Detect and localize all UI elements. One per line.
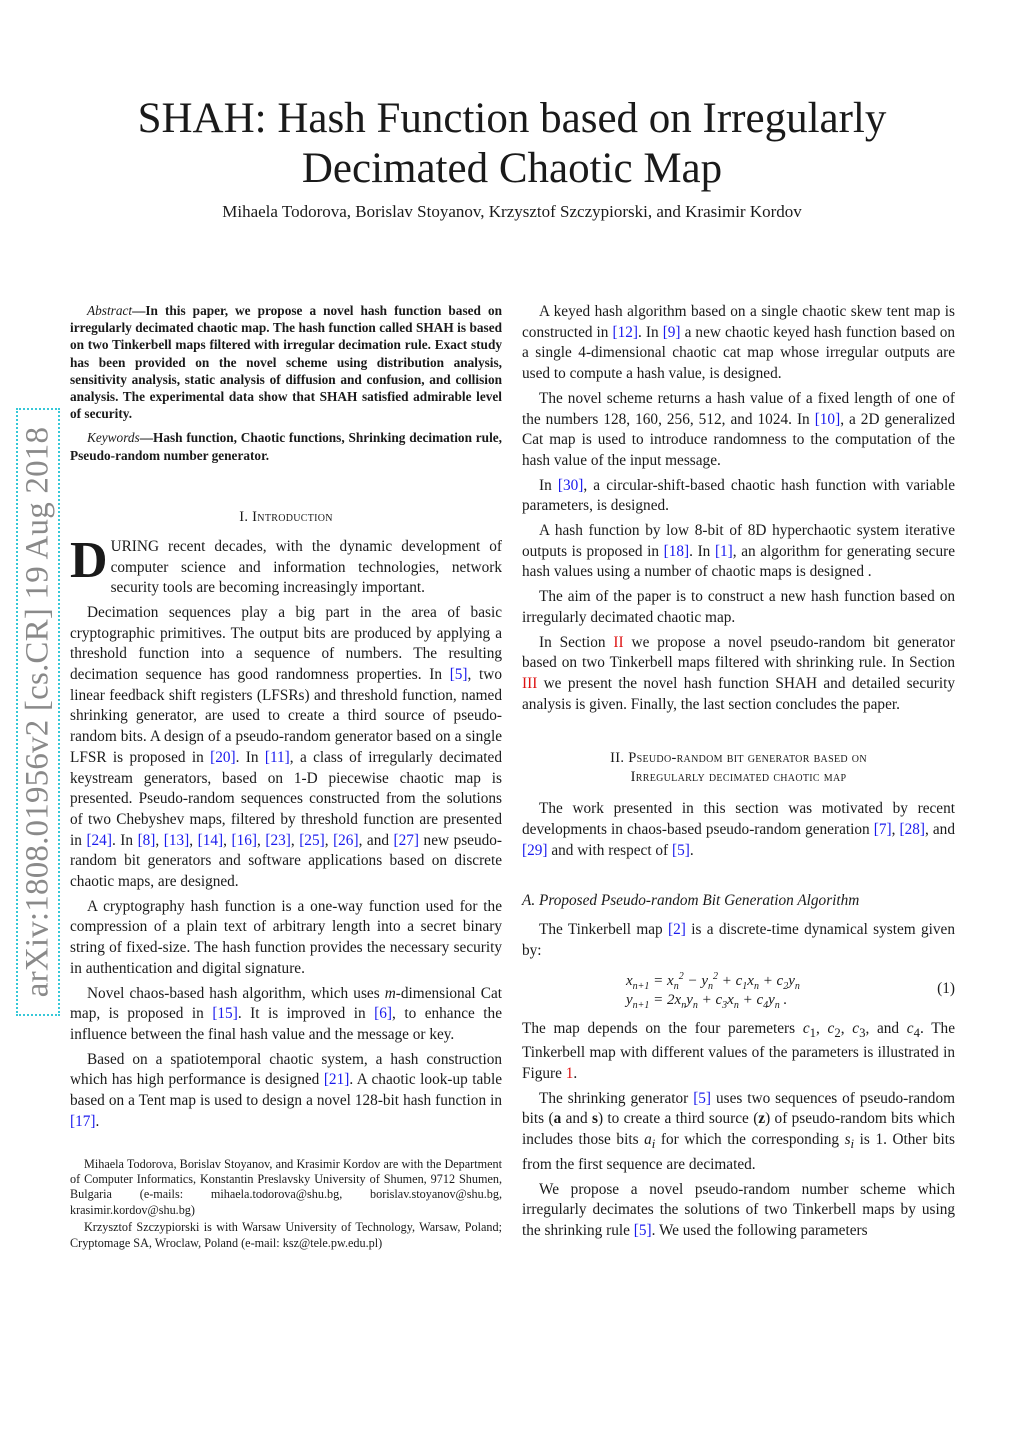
- paper-title: [112, 94, 912, 194]
- body-paragraph: The map depends on the four paremeters $c_1$, $c_2$, $c_3$, and $c_4$. The Tinkerbell map with different values of the parameters is illustrated in Figure 1.: [522, 1019, 955, 1083]
- abstract-label: Abstract: [87, 303, 133, 318]
- body-paragraph: The Tinkerbell map [2] is a discrete-time dynamical system given by:: [522, 921, 955, 959]
- body-paragraph: A keyed hash algorithm based on a single chaotic skew tent map is constructed in [12]. In [9] a new chaotic keyed hash function based on a single 4-dimensional chaotic cat map whose irregular outputs are used to compute a hash value, is designed.: [522, 303, 956, 383]
- citation-link[interactable]: [8]: [137, 831, 156, 849]
- subsection-heading: A. Proposed Pseudo-random Bit Generation Algorithm: [522, 892, 860, 910]
- citation-link[interactable]: [13]: [163, 831, 190, 849]
- body-paragraph: The aim of the paper is to construct a new hash function based on irregularly decimated chaotic map.: [522, 588, 955, 626]
- citation-link[interactable]: [28]: [899, 821, 925, 839]
- equation-line-y: $y_{n+1} = 2x_ny_n + c_3x_n + c_4y_n$ .: [626, 991, 788, 1011]
- title-line-1: SHAH: Hash Function based on Irregularly: [137, 95, 887, 142]
- abstract: [70, 302, 502, 422]
- citation-link[interactable]: [20]: [210, 748, 236, 766]
- citation-link[interactable]: [11]: [264, 748, 290, 766]
- citation-link[interactable]: [24]: [86, 831, 112, 849]
- body-paragraph: A hash function by low 8-bit of 8D hyperchaotic system iterative outputs is proposed in [18]. In [1], an algorithm for generating secure hash values using a number of chaotic maps is designed .: [522, 522, 955, 581]
- arxiv-side-stamp: [16, 408, 60, 1016]
- author-list: Mihaela Todorova, Borislav Stoyanov, Krzysztof Szczypiorski, and Krasimir Kordov: [222, 202, 802, 221]
- citation-link[interactable]: [15]: [212, 1005, 238, 1023]
- equation-number: (1): [937, 979, 955, 997]
- citation-link[interactable]: [29]: [522, 841, 548, 859]
- citation-link[interactable]: [17]: [70, 1112, 96, 1130]
- citation-link[interactable]: [25]: [299, 831, 325, 849]
- citation-link[interactable]: [14]: [197, 831, 224, 849]
- citation-link[interactable]: [9]: [662, 323, 681, 341]
- body-paragraph: We propose a novel pseudo-random number scheme which irregularly decimates the solutions of two Tinkerbell maps by using the shrinking rule [5]. We used the following parameters: [522, 1180, 955, 1239]
- citation-link[interactable]: [23]: [265, 831, 291, 849]
- citation-link[interactable]: [27]: [393, 831, 420, 849]
- citation-link[interactable]: [2]: [668, 921, 686, 939]
- section-heading-2: II. Pseudo-random bit generator based on Irregularly decimated chaotic map: [610, 750, 867, 786]
- citation-link[interactable]: [18]: [663, 542, 690, 560]
- body-paragraph: The shrinking generator [5] uses two sequences of pseudo-random bits (a and s) to create a third source (z) of pseudo-random bits which includes those bits $a_i$ for which the corresponding $s_i$ is 1. Other bits from the first sequence are decimated.: [522, 1089, 955, 1173]
- citation-link[interactable]: [6]: [374, 1005, 392, 1023]
- keywords-label: Keywords: [87, 430, 140, 446]
- footnote-affiliation-1: Mihaela Todorova, Borislav Stoyanov, and Krasimir Kordov are with the Department of Computer Informatics, Konstantin Preslavsky University of Shumen, 9712 Shumen, Bulgaria (e-mails: mihaela.todorova@shu.bg, borislav.stoyanov@shu.bg, krasimir.kordov@shu.bg): [70, 1156, 502, 1217]
- arxiv-id-label: arXiv:1808.01956v2 [cs.CR] 19 Aug 2018: [19, 426, 56, 998]
- keywords: [70, 429, 502, 463]
- citation-link[interactable]: [5]: [449, 666, 468, 684]
- section-link[interactable]: III: [522, 674, 538, 692]
- intro-paragraph-3: A cryptography hash function is a one-way function used for the compression of a plain text of arbitrary length into a secret binary string of fixed-size. The hash function provides the necessary security in authentication and digital signature.: [70, 897, 502, 977]
- body-paragraph: The work presented in this section was motivated by recent developments in chaos-based pseudo-random generation [7], [28], and [29] and with respect of [5].: [522, 800, 955, 859]
- citation-link[interactable]: [30]: [557, 476, 584, 494]
- equation-1: [522, 967, 955, 1013]
- keywords-text: —Hash function, Chaotic functions, Shrinking decimation rule, Pseudo-random number generator.: [70, 430, 502, 463]
- intro-paragraph-5: Based on a spatiotemporal chaotic system, a hash construction which has high performance is designed [21]. A chaotic look-up table based on a Tent map is used to design a novel 128-bit hash function in [17].: [70, 1050, 502, 1130]
- intro-paragraph-4: Novel chaos-based hash algorithm, which uses m-dimensional Cat map, is proposed in [15]. It is improved in [6], to enhance the influence between the final hash value and the message or key.: [70, 984, 502, 1043]
- citation-link[interactable]: [21]: [323, 1071, 350, 1089]
- equation-line-x: $x_{n+1} = x_n^2 - y_n^2 + c_1x_n + c_2y_n$: [626, 970, 800, 992]
- footnote-affiliation-2: Krzysztof Szczypiorski is with Warsaw University of Technology, Warsaw, Poland; Cryptomage SA, Wroclaw, Poland (e-mail: ksz@tele.pw.edu.pl): [70, 1220, 502, 1250]
- citation-link[interactable]: [5]: [671, 841, 690, 859]
- citation-link[interactable]: [5]: [633, 1222, 652, 1239]
- citation-link[interactable]: [12]: [612, 323, 639, 341]
- citation-link[interactable]: [10]: [814, 410, 841, 428]
- title-line-2: Decimated Chaotic Map: [301, 145, 723, 192]
- drop-cap: D: [70, 531, 108, 589]
- figure-link[interactable]: 1: [565, 1065, 574, 1083]
- citation-link[interactable]: [7]: [873, 821, 892, 839]
- section-link[interactable]: II: [613, 633, 624, 651]
- right-column: [522, 302, 955, 1242]
- citation-link[interactable]: [1]: [714, 542, 733, 560]
- body-paragraph: The novel scheme returns a hash value of a fixed length of one of the numbers 128, 160, 256, 512, and 1024. In [10], a 2D generalized Cat map is used to introduce randomness to the computation of the hash value of the input message.: [522, 389, 955, 469]
- intro-paragraph-2: Decimation sequences play a big part in the area of basic cryptographic primitives. The output bits are produced by applying a threshold function into a sequence of numbers. The resulting decimation sequence has good randomness properties. In [5], two linear feedback shift registers (LFSRs) and threshold function, named shrinking generator, are used to create a third source of pseudo-random bits. A design of a pseudo-random generator based on a single LFSR is proposed in [20]. In [11], a class of irregularly decimated keystream generators, based on 1-D piecewise chaotic map is presented. Pseudo-random sequences constructed from the solutions of two Chebyshev maps, filtered by threshold function are presented in [24]. In [8], [13], [14], [16], [23], [25], [26], and [27] new pseudo-random bit generators and software applications based on discrete chaotic maps, are designed.: [70, 603, 502, 891]
- intro-paragraph-1: DURING recent decades, with the dynamic development of computer science and information technologies, network security tools are becoming increasingly important.: [70, 531, 502, 597]
- body-paragraph: In Section II we propose a novel pseudo-random bit generator based on two Tinkerbell maps filtered with shrinking rule. In Section III we present the novel hash function SHAH and detailed security analysis is given. Finally, the last section concludes the paper.: [522, 633, 955, 713]
- citation-link[interactable]: [5]: [693, 1089, 712, 1107]
- section-heading-introduction: I. Introduction: [239, 508, 333, 525]
- left-column: [70, 302, 502, 1251]
- citation-link[interactable]: [26]: [333, 831, 359, 849]
- citation-link[interactable]: [16]: [231, 831, 257, 849]
- abstract-text: —In this paper, we propose a novel hash function based on irregularly decimated chaotic map. The hash function called SHAH is based on two Tinkerbell maps filtered with irregular decimation rule. Exact study has been provided on the novel scheme using distribution analysis, sensitivity analysis, static analysis of diffusion and confusion, and collision analysis. The experimental data show that SHAH satisfied admirable level of security.: [70, 303, 502, 422]
- body-paragraph: In [30], a circular-shift-based chaotic hash function with variable parameters, is designed.: [522, 476, 955, 515]
